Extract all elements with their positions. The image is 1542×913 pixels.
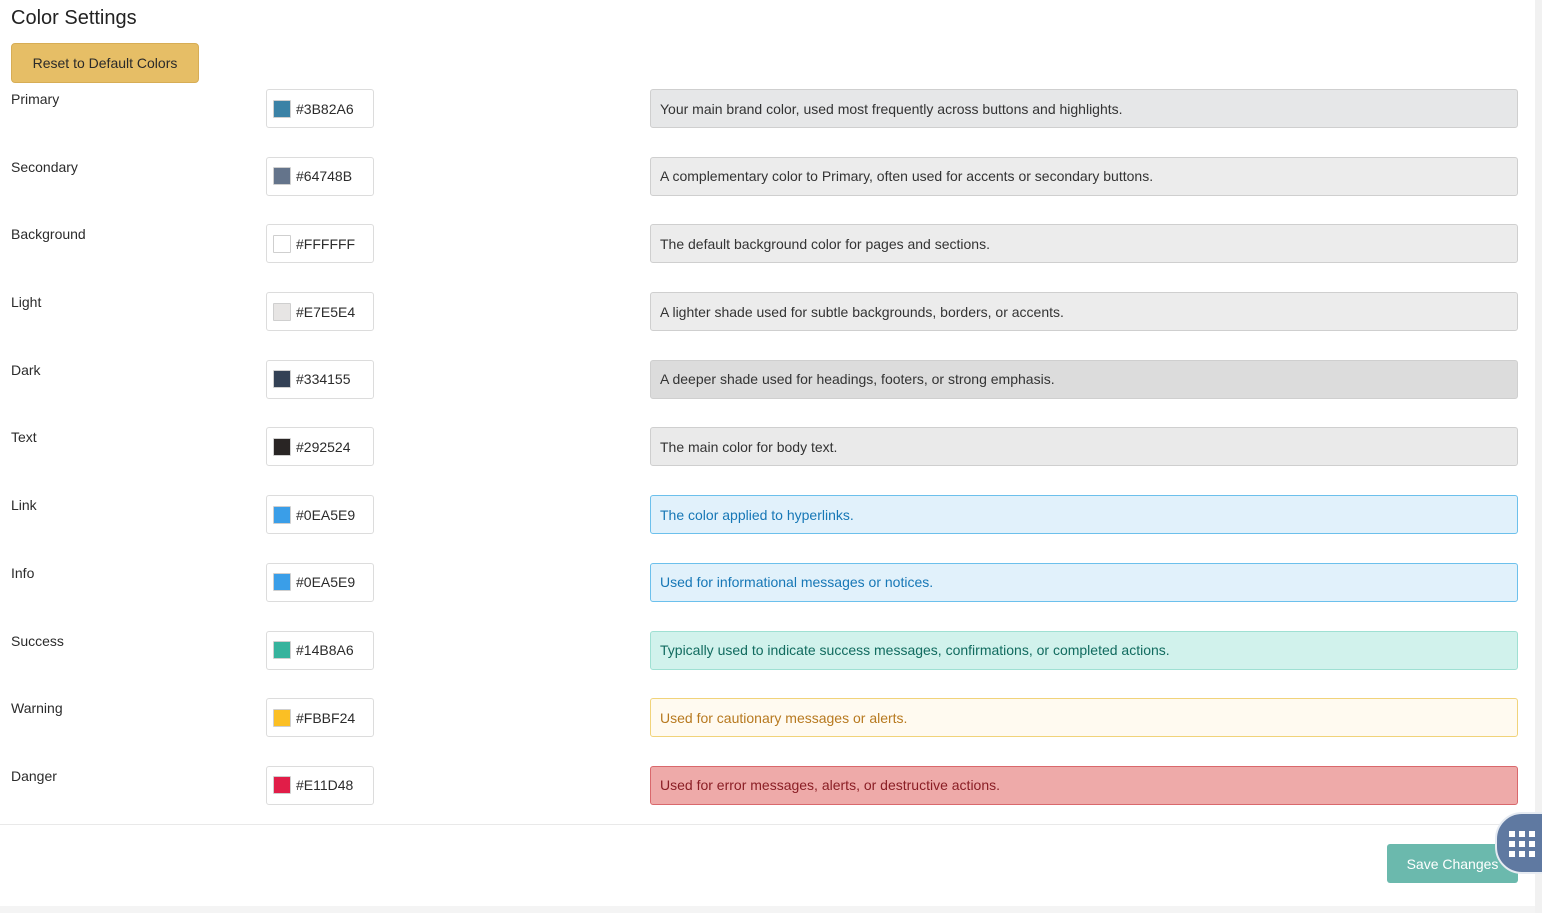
color-row-warning — [0, 695, 1535, 763]
color-label: Dark — [11, 361, 41, 378]
color-hex-value: #0EA5E9 — [296, 506, 356, 523]
color-picker-warning[interactable] — [266, 698, 374, 737]
color-row-dark — [0, 357, 1535, 425]
color-description: Used for cautionary messages or alerts. — [650, 698, 1518, 737]
color-label: Background — [11, 226, 86, 243]
color-row-text — [0, 424, 1535, 492]
color-row-background — [0, 221, 1535, 289]
color-list — [0, 86, 1535, 831]
color-hex-value: #E11D48 — [296, 777, 354, 794]
color-picker-danger[interactable] — [266, 766, 374, 805]
color-description: Used for error messages, alerts, or destructive actions. — [650, 766, 1518, 805]
color-picker-primary[interactable] — [266, 89, 374, 128]
color-hex-value: #334155 — [296, 371, 351, 388]
color-hex-value: #FFFFFF — [296, 235, 356, 252]
color-description: The main color for body text. — [650, 427, 1518, 466]
color-swatch — [273, 438, 291, 456]
color-picker-dark[interactable] — [266, 360, 374, 399]
page-title: Color Settings — [11, 7, 137, 29]
apps-launcher-button[interactable] — [1495, 812, 1542, 874]
grid-icon — [1509, 831, 1535, 857]
color-row-info — [0, 560, 1535, 628]
color-picker-text[interactable] — [266, 427, 374, 466]
color-label: Success — [11, 632, 64, 649]
color-row-light — [0, 289, 1535, 357]
color-hex-value: #292524 — [296, 438, 351, 455]
color-picker-success[interactable] — [266, 631, 374, 670]
color-label: Info — [11, 564, 35, 581]
color-swatch — [273, 370, 291, 388]
color-hex-value: #E7E5E4 — [296, 303, 356, 320]
color-swatch — [273, 100, 291, 118]
color-description: A complementary color to Primary, often used for accents or secondary buttons. — [650, 157, 1518, 196]
color-picker-light[interactable] — [266, 292, 374, 331]
color-hex-value: #FBBF24 — [296, 709, 356, 726]
color-description: A lighter shade used for subtle backgrounds, borders, or accents. — [650, 292, 1518, 331]
color-hex-value: #0EA5E9 — [296, 574, 356, 591]
color-swatch — [273, 709, 291, 727]
color-description: The color applied to hyperlinks. — [650, 495, 1518, 534]
color-hex-value: #3B82A6 — [296, 100, 354, 117]
color-row-danger — [0, 763, 1535, 831]
color-swatch — [273, 776, 291, 794]
color-swatch — [273, 506, 291, 524]
color-label: Text — [11, 429, 37, 446]
color-label: Secondary — [11, 158, 78, 175]
color-picker-secondary[interactable] — [266, 157, 374, 196]
reset-default-colors-button[interactable]: Reset to Default Colors — [11, 43, 199, 83]
color-swatch — [273, 167, 291, 185]
color-description: Your main brand color, used most frequently across buttons and highlights. — [650, 89, 1518, 128]
color-picker-link[interactable] — [266, 495, 374, 534]
color-picker-info[interactable] — [266, 563, 374, 602]
color-description: A deeper shade used for headings, footers, or strong emphasis. — [650, 360, 1518, 399]
color-label: Warning — [11, 700, 63, 717]
color-swatch — [273, 641, 291, 659]
color-label: Danger — [11, 767, 57, 784]
color-description: The default background color for pages and sections. — [650, 224, 1518, 263]
footer-divider — [0, 824, 1535, 825]
save-changes-button[interactable]: Save Changes — [1387, 844, 1518, 883]
color-label: Light — [11, 294, 42, 311]
color-description: Typically used to indicate success messages, confirmations, or completed actions. — [650, 631, 1518, 670]
color-swatch — [273, 303, 291, 321]
color-hex-value: #64748B — [296, 168, 353, 185]
color-row-primary — [0, 86, 1535, 154]
color-row-link — [0, 492, 1535, 560]
color-description: Used for informational messages or notices. — [650, 563, 1518, 602]
color-label: Primary — [11, 91, 60, 107]
color-swatch — [273, 235, 291, 253]
color-hex-value: #14B8A6 — [296, 642, 354, 658]
color-label: Link — [11, 497, 37, 514]
color-swatch — [273, 573, 291, 591]
color-row-success — [0, 628, 1535, 696]
scroll-gutter — [1535, 0, 1542, 913]
color-row-secondary — [0, 154, 1535, 222]
color-picker-background[interactable] — [266, 224, 374, 263]
